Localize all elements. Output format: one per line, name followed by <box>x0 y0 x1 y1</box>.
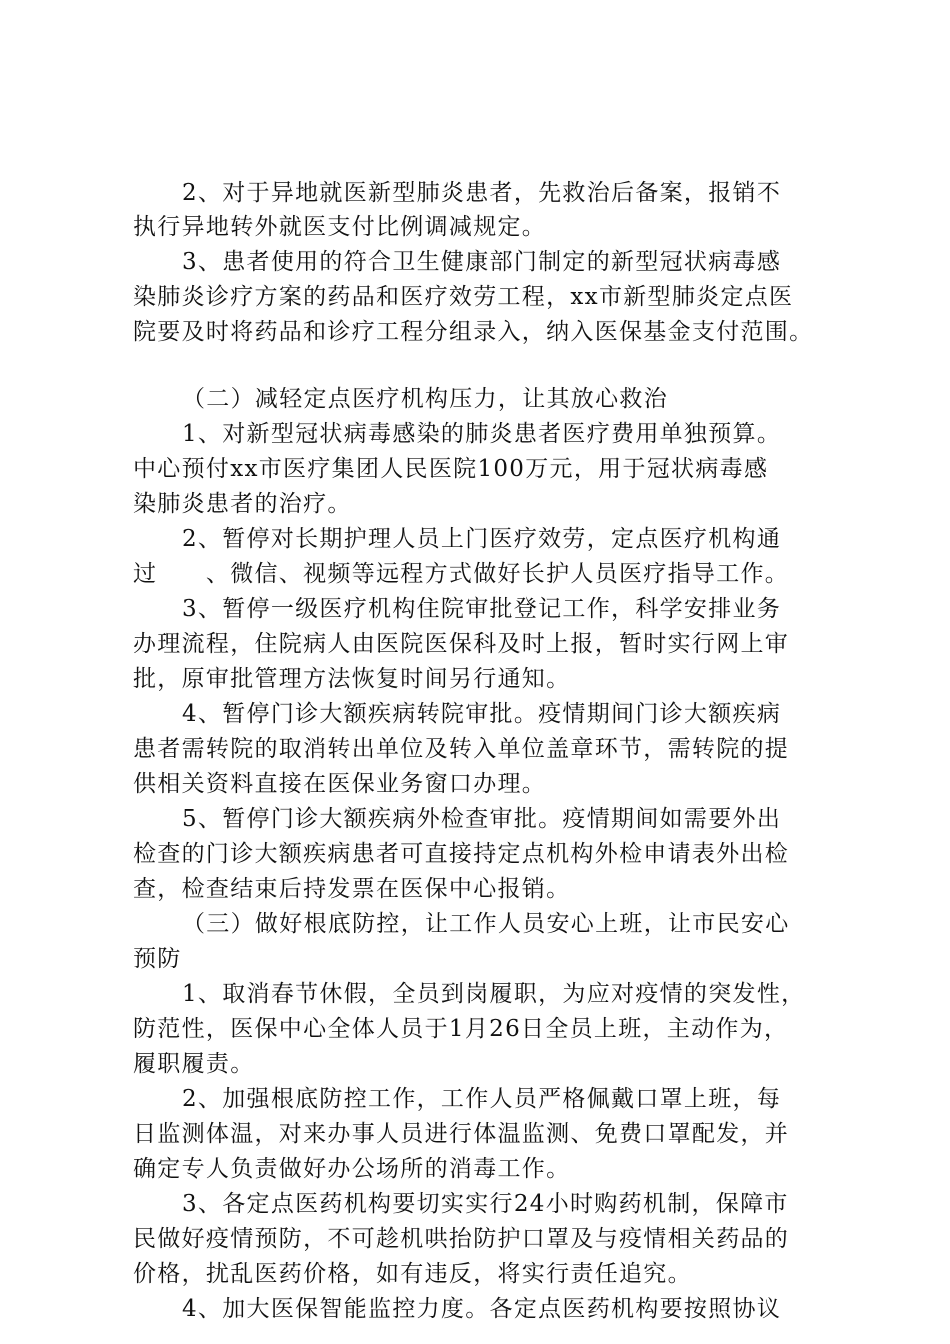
paragraph-line: 办理流程，住院病人由医院医保科及时上报，暂时实行网上审 <box>133 631 790 657</box>
section-heading-continued: 预防 <box>133 946 182 972</box>
paragraph-line: 4、暂停门诊大额疾病转院审批。疫情期间门诊大额疾病 <box>182 701 782 727</box>
paragraph-line: 执行异地转外就医支付比例调减规定。 <box>133 214 547 240</box>
paragraph-line: 批，原审批管理方法恢复时间另行通知。 <box>133 666 571 692</box>
paragraph-line: 过 、微信、视频等远程方式做好长护人员医疗指导工作。 <box>133 561 790 587</box>
paragraph-line: 民做好疫情预防，不可趁机哄抬防护口罩及与疫情相关药品的 <box>133 1226 790 1252</box>
paragraph-line: 3、患者使用的符合卫生健康部门制定的新型冠状病毒感 <box>182 249 782 275</box>
paragraph-line: 5、暂停门诊大额疾病外检查审批。疫情期间如需要外出 <box>182 806 782 832</box>
paragraph-line: 防范性，医保中心全体人员于1月26日全员上班，主动作为， <box>133 1016 789 1042</box>
paragraph-line: 院要及时将药品和诊疗工程分组录入，纳入医保基金支付范围。 <box>133 319 814 345</box>
paragraph-line: 确定专人负责做好办公场所的消毒工作。 <box>133 1156 571 1182</box>
paragraph-line: 供相关资料直接在医保业务窗口办理。 <box>133 771 547 797</box>
paragraph-line: 2、对于异地就医新型肺炎患者，先救治后备案，报销不 <box>182 180 782 206</box>
paragraph-line: 染肺炎患者的治疗。 <box>133 491 352 517</box>
paragraph-line: 2、暂停对长期护理人员上门医疗效劳，定点医疗机构通 <box>182 526 782 552</box>
section-heading: （三）做好根底防控，让工作人员安心上班，让市民安心 <box>182 911 790 937</box>
paragraph-line: 3、各定点医药机构要切实实行24小时购药机制，保障市 <box>182 1191 789 1217</box>
paragraph-line: 4、加大医保智能监控力度。各定点医药机构要按照协议 <box>182 1296 782 1322</box>
paragraph-line: 患者需转院的取消转出单位及转入单位盖章环节，需转院的提 <box>133 736 790 762</box>
paragraph-line: 中心预付xx市医疗集团人民医院100万元，用于冠状病毒感 <box>133 456 769 482</box>
paragraph-line: 3、暂停一级医疗机构住院审批登记工作，科学安排业务 <box>182 596 782 622</box>
paragraph-line: 2、加强根底防控工作，工作人员严格佩戴口罩上班，每 <box>182 1086 782 1112</box>
paragraph-line: 价格，扰乱医药价格，如有违反，将实行责任追究。 <box>133 1261 692 1287</box>
paragraph-line: 查，检查结束后持发票在医保中心报销。 <box>133 876 571 902</box>
section-heading: （二）减轻定点医疗机构压力，让其放心救治 <box>182 386 668 412</box>
paragraph-line: 检查的门诊大额疾病患者可直接持定点机构外检申请表外出检 <box>133 841 790 867</box>
paragraph-line: 染肺炎诊疗方案的药品和医疗效劳工程，xx市新型肺炎定点医 <box>133 284 794 310</box>
paragraph-line: 1、取消春节休假，全员到岗履职，为应对疫情的突发性， <box>182 981 806 1007</box>
paragraph-line: 履职履责。 <box>133 1051 255 1077</box>
paragraph-line: 1、对新型冠状病毒感染的肺炎患者医疗费用单独预算。 <box>182 421 782 447</box>
paragraph-line: 日监测体温，对来办事人员进行体温监测、免费口罩配发，并 <box>133 1121 790 1147</box>
